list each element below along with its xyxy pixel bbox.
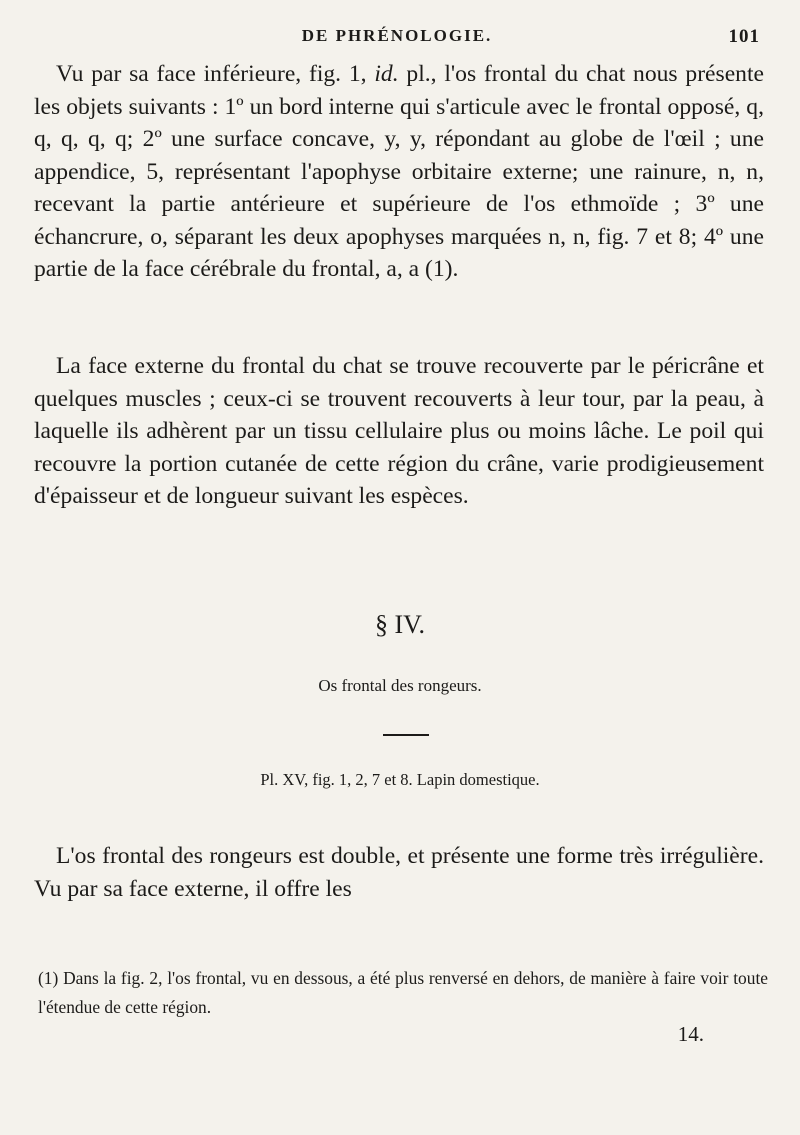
- section-title: Os frontal des rongeurs.: [318, 676, 482, 695]
- paragraph-italic-text: id.: [374, 61, 399, 87]
- paragraph-frontal-external: La face externe du frontal du chat se trouve recouverte par le péricrâne et quelques muscles ; ceux-ci se trouvent recouverts à leur tour, par la peau, à laquelle ils adhèrent par un tissu cellulaire plus ou moins lâche. Le poil qui recouvre la portion cutanée de cette région du crâne, varie prodigieusement d'épaisseur et de longueur suivant les espèces.: [34, 353, 764, 509]
- paragraph-frontal-inferior: [34, 58, 764, 286]
- signature-mark: 14.: [677, 1022, 704, 1046]
- running-head: DE PHRÉNOLOGIE.: [301, 26, 493, 45]
- paragraph-text: Vu par sa face inférieure, fig. 1,: [56, 61, 375, 87]
- page-number: 101: [728, 26, 760, 47]
- plate-caption: Pl. XV, fig. 1, 2, 7 et 8. Lapin domestique.: [260, 770, 540, 789]
- footnote: (1) Dans la fig. 2, l'os frontal, vu en dessous, a été plus renversé en dehors, de manière à faire voir toute l'étendue de cette région.: [38, 968, 768, 1017]
- paragraph-rodent-frontal: L'os frontal des rongeurs est double, et présente une forme très irrégulière. Vu par sa face externe, il offre les: [34, 843, 764, 902]
- section-divider: [383, 734, 429, 736]
- section-heading: § IV.: [374, 610, 426, 639]
- page-header: [34, 26, 760, 50]
- paragraph-text: pl., l'os frontal du chat nous présente les objets suivants : 1º un bord interne qui s'articule avec le frontal opposé, q, q, q, q, q; 2º une surface concave, y, y, répondant au globe de l'œil ; une appendice, 5, représentant l'apophyse orbitaire externe; une rainure, n, n, recevant la partie antérieure et supérieure de l'os ethmoïde ; 3º une échancrure, o, séparant les deux apophyses marquées n, n, fig. 7 et 8; 4º une partie de la face cérébrale du frontal, a, a (1).: [34, 61, 764, 282]
